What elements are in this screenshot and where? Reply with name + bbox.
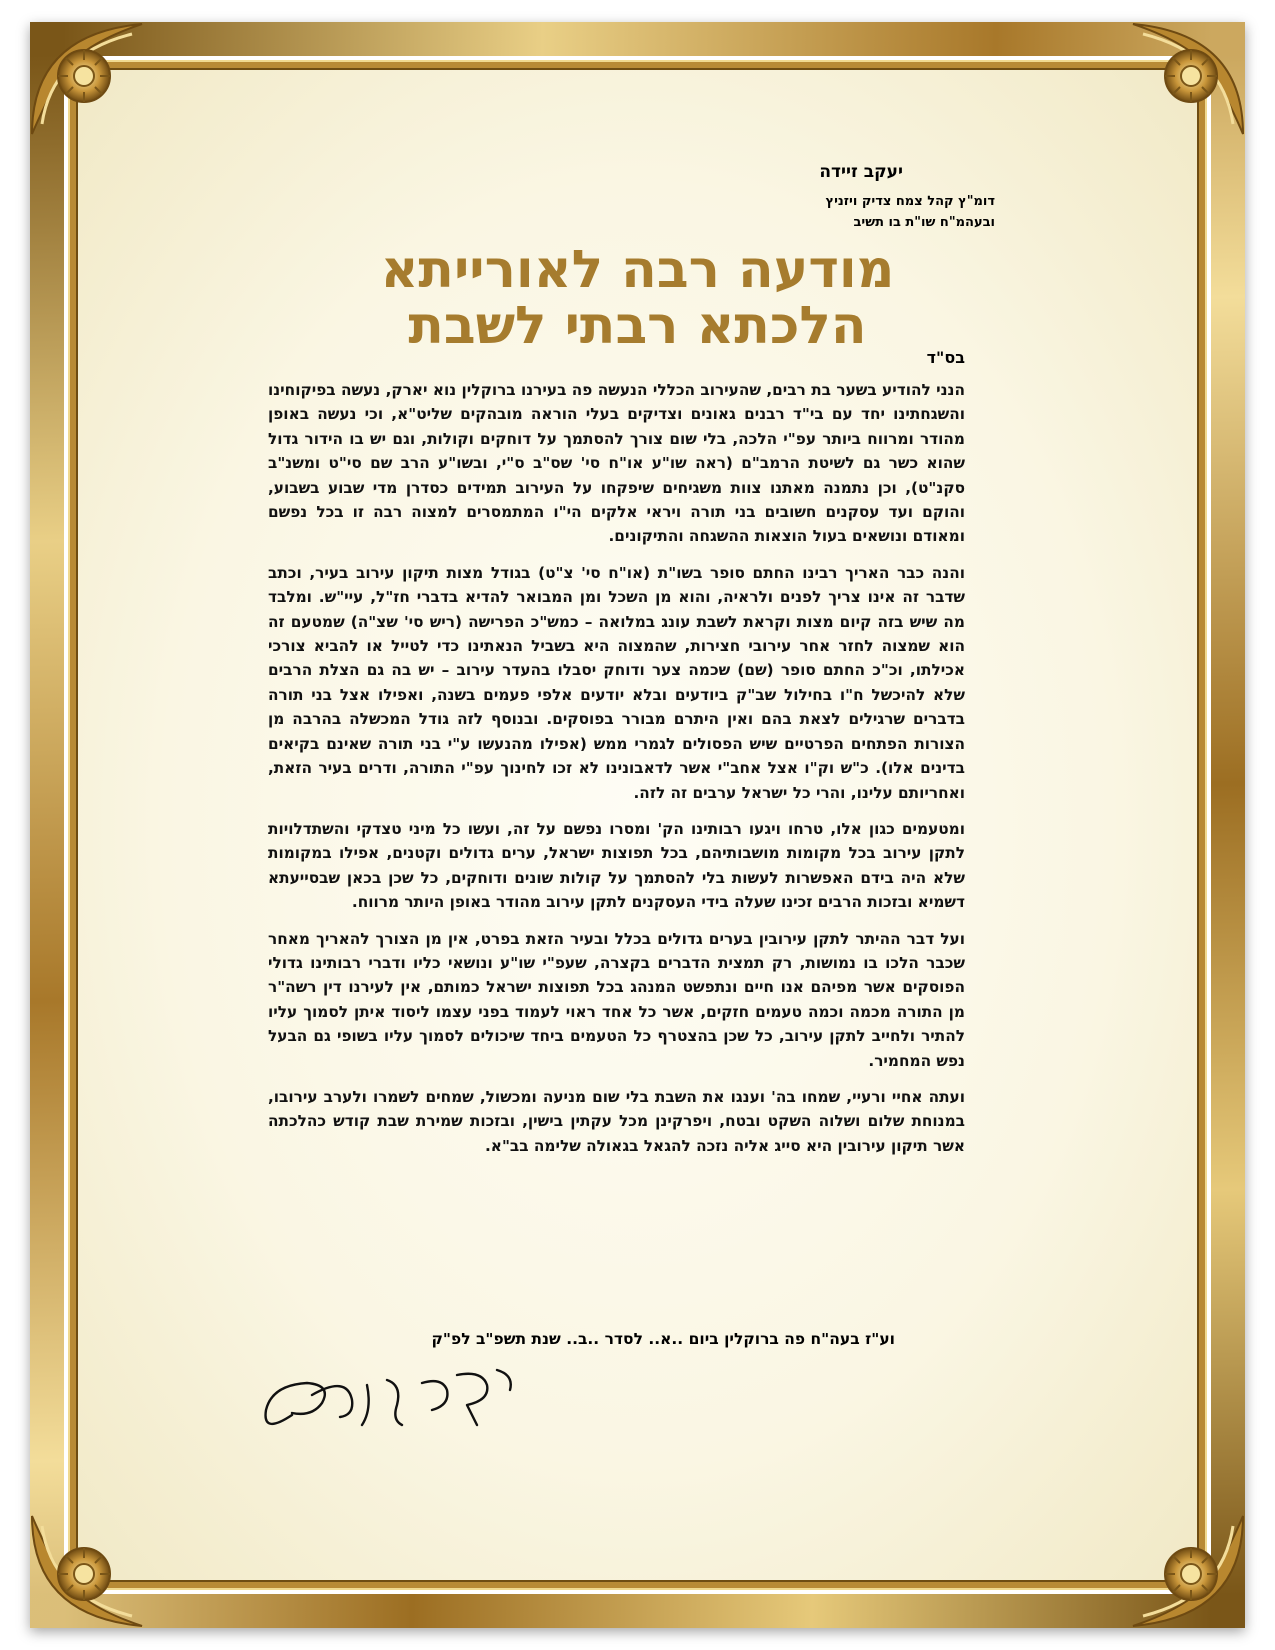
- paragraph: ועל דבר ההיתר לתקן עירובין בערים גדולים בכלל ובעיר הזאת בפרט, אין מן הצורך להאריך מאחר שכבר הלכו בו נמושות, רק תמצית הדברים בקצרה, שעפ"י שו"ע ונושאי כליו ודברי רבותינו גדולי הפוסקים אשר מפיהם אנו חיים ונתפשט המנהג בכל תפוצות ישראל כמותם, אין לעירנו דין רשה"ר מן התורה מכמה וכמה טעמים חזקים, אשר כל אחד ראוי לעמוד בפני עצמו ליסוד איתן לסמוך עליו להתיר ולחייב לתקן עירוב, כל שכן בהצטרף כל הטעמים ביחד שיכולים לסמוך עליו בשופי גם הבעל נפש המחמיר.: [268, 929, 965, 1070]
- corner-ornament-bottom-right: [1123, 1506, 1253, 1636]
- letterhead-author-line: ובעהמ"ח שו"ת בו תשיב: [853, 215, 995, 230]
- corner-ornament-top-left: [22, 14, 152, 144]
- letterhead-name: יעקב זיידה: [819, 162, 903, 182]
- paragraph: והנה כבר האריך רבינו החתם סופר בשו"ת (או"ח סי' צ"ט) בגודל מצות תיקון עירוב בעיר, וכתב שדבר זה אינו צריך לפנים ולראיה, והוא מן השכל ומן המבואר להדיא בדברי חז"ל, עיי"ש. ומלבד מה שיש בזה קיום מצות וקראת לשבת עונג במלואה – כמש"כ הפרישה (ריש סי' שצ"ה) שמטעם זה הוא שמצוה לחזר אחר עירובי חצירות, שהמצוה היא בשביל הנאתינו כדי לטייל או להביא צורכי אכילתו, וכ"כ החתם סופר (שם) שכמה צער ודוחק יסבלו בהעדר עירוב – יש בה גם הצלת הרבים שלא להיכשל ח"ו בחילול שב"ק ביודעים ובלא יודעים אלפי פעמים בשנה, ואפילו אצל בני תורה בדברים שרגילים לצאת בהם ואין היתרם מבורר בפוסקים. ובנוסף לזה גודל המכשלה בהרבה מן הצורות הפתחים הפרטיים שיש הפסולים לגמרי ממש (אפילו מהנעשו ע"י בני תורה שאינם בקיאים בדינים אלו). כ"ש וק"ו אצל אחב"י אשר לדאבונינו לא זכו לחינוך עפ"י התורה, ודרים בעיר הזאת, ואחריותם עלינו, והרי כל ישראל ערבים זה לזה.: [268, 563, 965, 802]
- letterhead: [160, 162, 995, 236]
- handwritten-signature: [252, 1355, 532, 1445]
- letterhead-title-line: דומ"ץ קהל צמח צדיק ויזניץ: [825, 194, 995, 209]
- title-line-2: הלכתא רבתי לשבת: [408, 296, 867, 356]
- letter-body: [268, 378, 965, 1170]
- paragraph: הנני להודיע בשער בת רבים, שהעירוב הכללי הנעשה פה בעירנו ברוקלין נוא יארק, נעשה בפיקוחינו והשגחתינו יחד עם בי"ד רבנים גאונים וצדיקים בעלי הוראה מובהקים שליט"א, וכי נעשה באופן מהודר ומרווח ביותר עפ"י הלכה, בלי שום צורך להסתמך על דוחקים וקולות, וגם יש בו הידור גדול שהוא כשר גם לשיטת הרמב"ם (ראה שו"ע או"ח סי' שס"ב ס"י, ובשו"ע הרב שם סי"ט ומשנ"ב סקנ"ט), וכן נתמנה מאתנו צוות משגיחים שיפקחו על העירוב תמידים כסדרן מדי שבוע בשבוע, והוקם ועד עסקנים חשובים בני תורה ויראי אלקים הי"ו המתמסרים למצוה רבה זו בכל נפשם ומאודם ונושאים בעול הוצאות ההשגחה והתיקונים.: [268, 381, 965, 546]
- title-line-1: מודעה רבה לאורייתא: [380, 240, 895, 300]
- announcement-title: [160, 242, 1115, 354]
- paragraph: ומטעמים כגון אלו, טרחו ויגעו רבותינו הק' ומסרו נפשם על זה, ועשו כל מיני טצדקי והשתדלויות לתקן עירוב בכל מקומות מושבותיהם, בכל תפוצות ישראל, ערים גדולים וקטנים, אפילו במקומות שלא היה בידם האפשרות לעשות בלי להסתמך על קולות שונים ודוחקים, כל שכן בכאן שבסייעתא דשמיא ובזכות הרבים זכינו שעלה בידי העסקנים לתקן עירוב מהודר באופן היותר מרווח.: [268, 819, 965, 912]
- bsd-mark: בס"ד: [926, 348, 965, 367]
- corner-ornament-top-right: [1123, 14, 1253, 144]
- corner-ornament-bottom-left: [22, 1506, 152, 1636]
- paragraph: ועתה אחיי ורעיי, שמחו בה' וענגו את השבת בלי שום מניעה ומכשול, שמחים לשמרו ולערב עירובו, במנוחת שלום ושלוה השקט ובטח, ויפרקינן מכל עקתין בישין, ובזכות שמירת שבת קודש כהלכתה אשר תיקון עירובין היא סייג אליה נזכה להגאל בגאולה שלימה בב"א.: [268, 1087, 965, 1155]
- date-line: וע"ז בעה"ח פה ברוקלין ביום ..א.. לסדר ..ב.. שנת תשפ"ב לפ"ק: [431, 1330, 895, 1348]
